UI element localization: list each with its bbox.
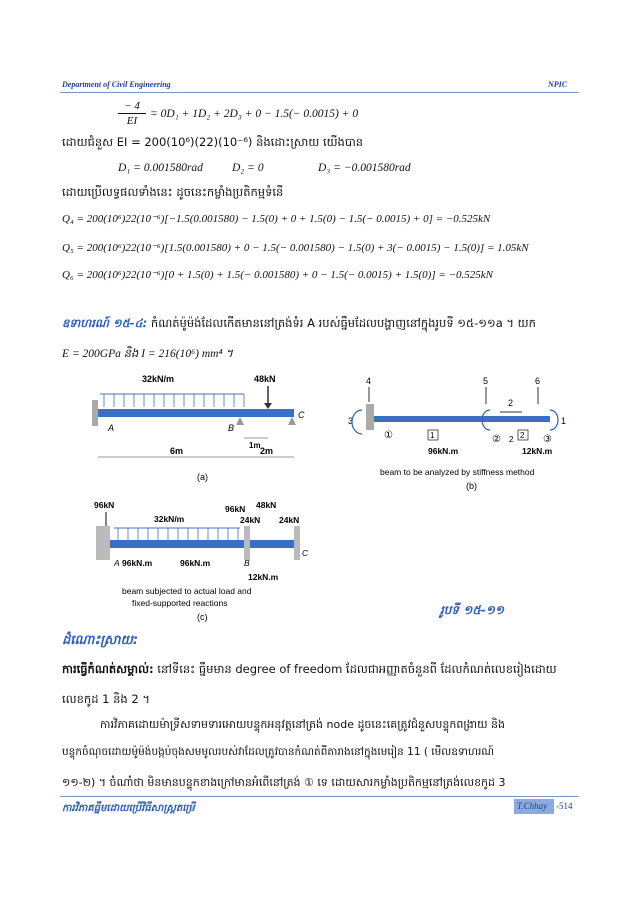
- fig-a-caption: (a): [197, 472, 208, 482]
- fig-b-node-1: 1: [561, 416, 567, 426]
- fig-c-moment-12: 12kN.m: [248, 572, 279, 582]
- figure-b: [340, 372, 570, 497]
- fig-c-reaction-24a: 24kN: [240, 515, 261, 525]
- fig-a-fixed-support: [92, 400, 98, 426]
- equation-1-rhs: = 0D₁ + 1D₂ + 2D₃ + 0 − 1.5(− 0.0015) + 0: [150, 108, 359, 120]
- fig-b-member-3: ③: [543, 434, 552, 445]
- equation-q6: Q₆ = 200(10⁶)22(10⁻⁶)[0 + 1.5(0) + 1.5(− 0.001580) + 0 − 1.5(− 0.0015) + 1.5(0)] = −0.525kN: [62, 269, 493, 281]
- fig-c-label-a: A: [114, 558, 120, 568]
- fig-b-node-3: 3: [348, 416, 354, 426]
- fig-c-fixed-support: [96, 526, 110, 560]
- line-use-results: ដោយប្រើលទ្ធផលទាំងនេះ ដូចនេះកម្លាំងប្រតិកម្មទំនើ: [62, 185, 284, 199]
- fig-b-member-2: ②: [492, 434, 501, 445]
- paragraph-2-line-3: ១១-២) ។ ចំណាំថា មិនមានបន្ទុកខាងក្រៅមានអំពើនៅត្រង់ ① ទេ ដោយសារកម្លាំងប្រតិកម្មនៅត្រង់លេខកូដ 3: [62, 776, 506, 789]
- fig-b-moment-12: 12kN.m: [522, 446, 553, 456]
- fraction-denominator: EI: [126, 115, 138, 127]
- fig-c-reaction-24b: 24kN: [279, 515, 300, 525]
- fig-a-label-a: A: [108, 423, 115, 433]
- header-department: Department of Civil Engineering: [62, 80, 171, 89]
- fig-c-label-b: B: [244, 558, 250, 568]
- solution-heading: ដំណោះស្រាយ:: [62, 633, 139, 648]
- example-label: ឧទាហរណ៍ ១៥-៤:: [62, 316, 148, 330]
- paragraph-1-line-1: [62, 662, 557, 679]
- paragraph-1-text: នៅទីនេះ ធ្នឹមមាន degree of freedom ដែលជាអញ្ញាតចំនួនពី ដែលកំណត់លេខរៀងដោយ: [153, 662, 557, 676]
- fig-b-element-2: 2: [520, 431, 525, 440]
- example-given: E = 200GPa និង I = 216(10⁶) mm⁴ ។: [62, 348, 233, 360]
- fig-a-dim-2m: 2m: [260, 446, 274, 456]
- fig-c-caption-1: beam subjected to actual load and: [122, 586, 252, 596]
- paragraph-1-bold: ការធ្វើកំណត់សម្គាល់:: [62, 662, 154, 676]
- footer-rule: [60, 796, 579, 797]
- fig-a-roller-c: [288, 417, 296, 425]
- fig-a-roller-b: [236, 417, 244, 425]
- example-heading: [62, 316, 536, 333]
- fig-b-node-6: 6: [535, 376, 541, 386]
- fig-b-element-1: 1: [430, 431, 435, 440]
- fig-c-dist-load: 32kN/m: [154, 514, 185, 524]
- fig-b-moment-96: 96kN.m: [428, 446, 459, 456]
- result-d1: D₁ = 0.001580rad: [118, 162, 203, 174]
- fig-b-member-1: ①: [384, 430, 393, 441]
- fraction-neg4-over-ei: [118, 100, 146, 127]
- fig-a-point-load-label: 48kN: [254, 374, 276, 384]
- header-rule: [60, 92, 579, 93]
- result-d3: D₃ = −0.001580rad: [318, 162, 411, 174]
- figure-c: [92, 496, 322, 626]
- fig-b-caption: (b): [466, 481, 477, 491]
- fig-b-node-4: 4: [366, 376, 372, 386]
- fig-a-dim-1m: 1m: [249, 441, 261, 450]
- paragraph-2-line-1: ការវិភាគដោយម៉ាទ្រីសទាមទារអោយបន្ទុកអនុវត្តនៅត្រង់ node ដូចនេះគេត្រូវជំនួសបន្ទុកពង្រាយ និង: [100, 718, 506, 731]
- fig-c-caption-2: fixed-supported reactions: [132, 598, 228, 608]
- fig-b-beam: [374, 416, 550, 422]
- figure-a: [92, 372, 317, 492]
- fig-a-dim-6m: 6m: [170, 446, 184, 456]
- footer-author: T.Chhay: [517, 801, 548, 811]
- fig-a-load-arrows: [104, 394, 244, 407]
- paragraph-1-line-2: លេខកូដ 1 និង 2 ។: [62, 692, 150, 706]
- fig-a-label-c: C: [298, 410, 305, 420]
- fig-c-reaction-96b: 96kN: [225, 504, 246, 514]
- fig-c-label-c: C: [302, 548, 309, 558]
- header-npic: NPIC: [548, 80, 568, 89]
- fig-c-caption: (c): [197, 612, 208, 622]
- fig-c-moment-96a: 96kN.m: [122, 558, 153, 568]
- fig-a-beam: [98, 409, 294, 417]
- fig-b-node-5: 5: [483, 376, 489, 386]
- equation-q4: Q₄ = 200(10⁶)22(10⁻⁶)[−1.5(0.001580) − 1.5(0) + 0 + 1.5(0) − 1.5(− 0.0015) + 0] = −0.525kN: [62, 213, 491, 225]
- fig-c-moment-96b: 96kN.m: [180, 558, 211, 568]
- fig-c-beam: [110, 540, 300, 548]
- figure-label: រូបទី ១៥-១១: [440, 603, 504, 617]
- fig-b-node-2: 2: [508, 398, 514, 408]
- fig-b-caption-text: beam to be analyzed by stiffness method: [380, 467, 535, 477]
- fig-a-label-b: B: [228, 423, 235, 433]
- footer-title: ការវិភាគធ្នឹមដោយប្រើវិធីសាស្រ្តតម្រើ: [62, 803, 195, 814]
- fig-a-dist-load-label: 32kN/m: [142, 374, 175, 384]
- equation-q5: Q₅ = 200(10⁶)22(10⁻⁶)[1.5(0.001580) + 0 − 1.5(− 0.001580) − 1.5(0) + 3(− 0.0015) − 1.5(0)] = 1.05kN: [62, 242, 529, 254]
- fig-b-node-2b: 2: [509, 435, 514, 444]
- fig-c-point-48: 48kN: [256, 500, 277, 510]
- result-d2: D₂ = 0: [232, 162, 264, 174]
- footer-page-number: -514: [556, 801, 573, 811]
- paragraph-2-line-2: បន្ទុកចំណុចដោយម៉ូម៉ង់បង្កប់ចុងសមមូលរបស់វាដែលត្រូវបានកំណត់ពីតារាងនៅក្នុងមេរៀន 11 ( មើលឧទាហរណ៍: [62, 746, 495, 758]
- line-substitute: ដោយជំនួស EI = 200(10⁶)(22)(10⁻⁶) និងដោះស្រាយ យើងបាន: [62, 135, 364, 149]
- example-text: កំណត់ម៉ូម៉ង់ដែលកើតមាននៅត្រង់ទំរ A របស់ធ្នឹមដែលបង្ហាញនៅក្នុងរូបទី ១៥-១១a ។ យក: [150, 316, 536, 330]
- fraction-numerator: − 4: [124, 100, 140, 112]
- fig-c-reaction-96: 96kN: [94, 500, 115, 510]
